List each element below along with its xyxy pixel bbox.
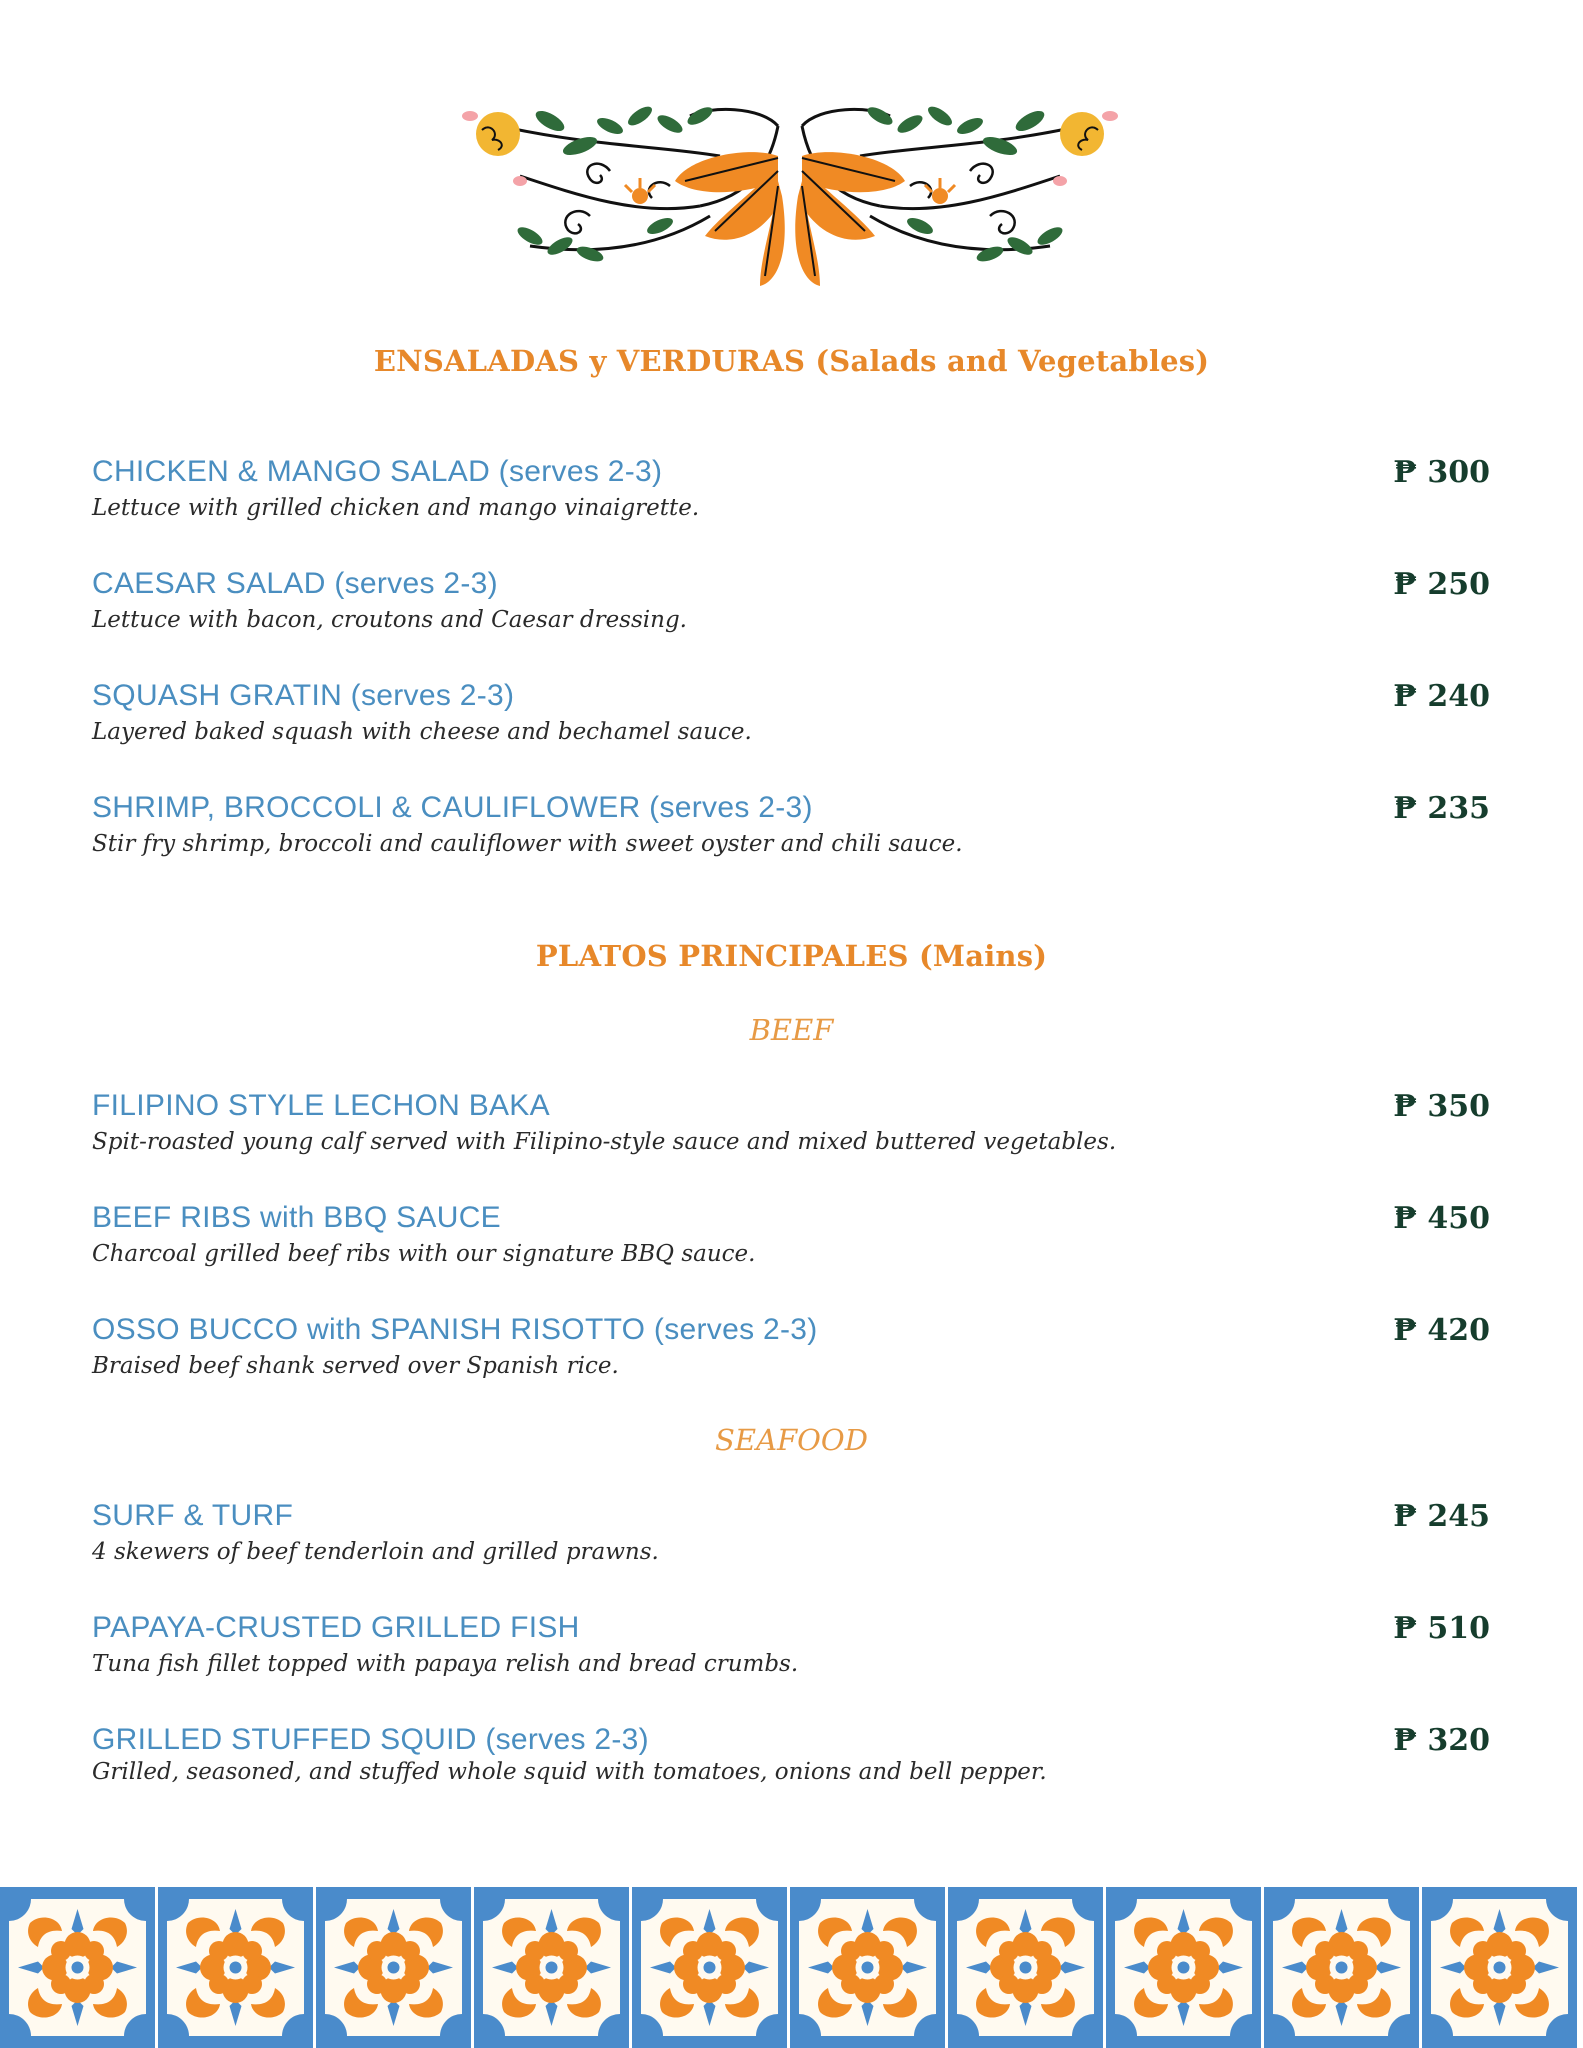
menu-item-description: 4 skewers of beef tenderloin and grilled prawns. [92, 1539, 659, 1565]
menu-item-name: OSSO BUCCO with SPANISH RISOTTO (serves 2-3) [92, 1313, 818, 1346]
menu-item-name: FILIPINO STYLE LECHON BAKA [92, 1089, 550, 1122]
menu-item-name: PAPAYA-CRUSTED GRILLED FISH [92, 1611, 580, 1644]
menu-item-price: ₱ 250 [1393, 567, 1490, 602]
menu-item-price: ₱ 510 [1393, 1611, 1490, 1646]
menu-item [92, 1499, 1492, 1589]
menu-item-name: BEEF RIBS with BBQ SAUCE [92, 1201, 501, 1234]
menu-item-description: Layered baked squash with cheese and bechamel sauce. [92, 719, 752, 745]
menu-item-name: SURF & TURF [92, 1499, 294, 1532]
menu-item-price: ₱ 450 [1393, 1201, 1490, 1236]
menu-item-description: Grilled, seasoned, and stuffed whole squid with tomatoes, onions and bell pepper. [92, 1759, 1047, 1785]
menu-item [92, 1201, 1492, 1291]
section-title-mains: PLATOS PRINCIPALES (Mains) [535, 939, 1048, 973]
menu-item-name: CAESAR SALAD (serves 2-3) [92, 567, 498, 600]
menu-item-description: Charcoal grilled beef ribs with our signature BBQ sauce. [92, 1241, 756, 1267]
menu-item-name: CHICKEN & MANGO SALAD (serves 2-3) [92, 455, 663, 488]
subsection-title-beef: BEEF [749, 1013, 834, 1047]
menu-item-name: SHRIMP, BROCCOLI & CAULIFLOWER (serves 2-3) [92, 791, 813, 824]
menu-item [92, 1089, 1492, 1179]
menu-item-description: Tuna fish fillet topped with papaya relish and bread crumbs. [92, 1651, 799, 1677]
menu-item [92, 567, 1492, 657]
menu-item-price: ₱ 300 [1393, 455, 1490, 490]
menu-item-description: Lettuce with grilled chicken and mango vinaigrette. [92, 495, 700, 521]
menu-item-price: ₱ 235 [1393, 791, 1490, 826]
menu-item-price: ₱ 350 [1393, 1089, 1490, 1124]
menu-item [92, 679, 1492, 769]
menu-item-description: Spit-roasted young calf served with Filipino-style sauce and mixed buttered vegetables. [92, 1129, 1117, 1155]
menu-item-name: SQUASH GRATIN (serves 2-3) [92, 679, 515, 712]
menu-item-description: Lettuce with bacon, croutons and Caesar dressing. [92, 607, 687, 633]
tile-pattern-icon [0, 1887, 1583, 2048]
menu-item [92, 1723, 1492, 1813]
menu-item [92, 1611, 1492, 1701]
menu-item-price: ₱ 240 [1393, 679, 1490, 714]
menu-item-price: ₱ 320 [1393, 1723, 1490, 1758]
menu-item-description: Stir fry shrimp, broccoli and cauliflower with sweet oyster and chili sauce. [92, 831, 963, 857]
menu-item [92, 455, 1492, 545]
subsection-title-seafood: SEAFOOD [715, 1423, 868, 1457]
floral-ornament-icon [460, 86, 1120, 286]
menu-item-description: Braised beef shank served over Spanish rice. [92, 1353, 619, 1379]
menu-item-price: ₱ 245 [1393, 1499, 1490, 1534]
section-title-salads: ENSALADAS y VERDURAS (Salads and Vegetables) [373, 344, 1210, 378]
menu-item [92, 791, 1492, 881]
menu-item-price: ₱ 420 [1393, 1313, 1490, 1348]
menu-item-name: GRILLED STUFFED SQUID (serves 2-3) [92, 1723, 649, 1756]
menu-item [92, 1313, 1492, 1403]
